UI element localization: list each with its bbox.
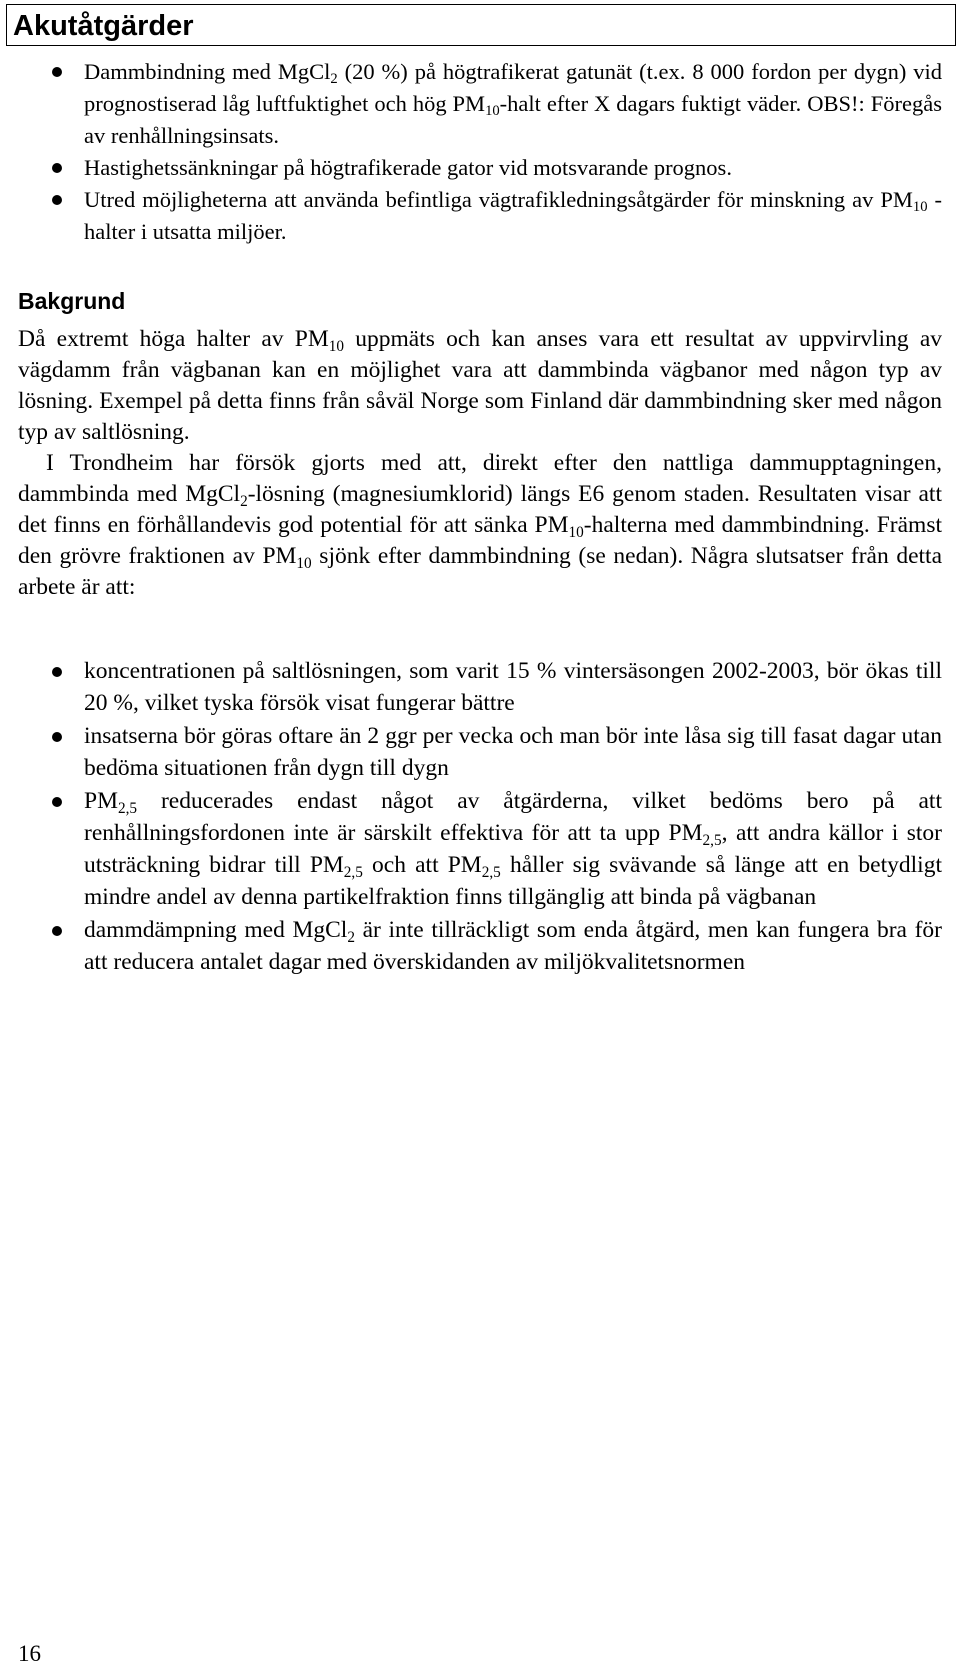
section-heading-box xyxy=(6,4,956,46)
list-item-text: och att PM xyxy=(362,852,482,878)
subscript: 2 xyxy=(347,928,355,946)
list-item-text: insatserna bör göras oftare än 2 ggr per vecka och man bör inte låsa sig till fasat dagar utan bedöma situationen från dygn till dygn xyxy=(84,723,942,781)
page-number: 16 xyxy=(18,1641,41,1666)
paragraph-text: -halterna med dammbindning. Främst den grövre fraktionen av PM xyxy=(18,512,942,569)
list-item-text: PM xyxy=(84,788,118,814)
list-item xyxy=(0,785,960,913)
list-item-text: Dammbindning med MgCl xyxy=(84,59,331,84)
list-item-text: reducerades endast något av åtgärderna, vilket bedöms bero på att renhållningsfordonen inte är särskilt effektiva för att ta upp PM xyxy=(84,788,942,846)
background-heading: Bakgrund xyxy=(18,288,126,314)
list-item-text: Utred möjligheterna att använda befintliga vägtrafikledningsåtgärder för minskning av PM xyxy=(84,187,913,212)
actions-list xyxy=(0,56,960,248)
paragraph-text: sjönk efter dammbindning (se nedan). Några slutsatser från detta arbete är att: xyxy=(18,543,943,600)
list-item-text: dammdämpning med MgCl xyxy=(84,917,348,943)
list-item xyxy=(0,152,960,184)
list-item-text: , att andra källor i stor utsträckning bidrar till PM xyxy=(84,820,942,878)
bullet-icon xyxy=(52,667,62,677)
list-item-text: -halter i utsatta miljöer. xyxy=(84,187,942,244)
subscript: 2 xyxy=(240,492,248,510)
subscript: 2,5 xyxy=(343,863,363,881)
subscript: 2,5 xyxy=(117,799,138,817)
subscript: 10 xyxy=(328,337,345,355)
list-item xyxy=(0,914,960,978)
list-item-text: är inte tillräckligt som enda åtgärd, men kan fungera bra för att reducera antalet dagar med överskidanden av miljökvalitetsnormen xyxy=(84,917,942,975)
background-paragraph xyxy=(18,324,942,448)
paragraph-text: Då extremt höga halter av PM xyxy=(18,326,329,352)
subscript: 10 xyxy=(296,554,312,572)
trondheim-paragraph xyxy=(18,448,942,603)
paragraph-text: I Trondheim har försök gjorts med att, direkt efter den nattliga dammupptagningen, dammbinda med MgCl xyxy=(18,450,942,507)
bullet-icon xyxy=(52,67,62,77)
list-item xyxy=(0,720,960,784)
list-item xyxy=(0,184,960,248)
bullet-icon xyxy=(52,797,62,807)
subscript: 10 xyxy=(912,199,928,216)
list-item xyxy=(0,655,960,719)
paragraph-text: -lösning (magnesiumklorid) längs E6 genom staden. Resultaten visar att det finns en förhållandevis god potential för att sänka PM xyxy=(18,481,942,538)
section-heading: Akutåtgärder xyxy=(13,10,194,42)
list-item xyxy=(0,56,960,152)
list-item-text: håller sig svävande så länge att en betydligt mindre andel av denna partikelfraktion finns tillgänglig att binda på vägbanan xyxy=(84,852,942,910)
subscript: 10 xyxy=(485,103,500,120)
bullet-icon xyxy=(52,732,62,742)
paragraph-text: uppmäts och kan anses vara ett resultat av uppvirvling av vägdamm från vägbanan kan en möjlighet vara att dammbinda vägbanor med någon typ av lösning. Exempel på detta finns från såväl Norge som Finland där dammbindning sker med någon typ av saltlösning. xyxy=(18,326,943,445)
bullet-icon xyxy=(52,926,62,936)
bullet-icon xyxy=(52,163,62,173)
subscript: 2,5 xyxy=(481,863,501,881)
list-item-text: koncentrationen på saltlösningen, som varit 15 % vintersäsongen 2002-2003, bör ökas till 20 %, vilket tyska försök visat fungerar bättre xyxy=(84,658,942,716)
subscript: 10 xyxy=(568,523,584,541)
subscript: 2,5 xyxy=(702,831,722,849)
conclusions-list xyxy=(0,655,960,979)
bullet-icon xyxy=(52,195,62,205)
list-item-text: (20 %) på högtrafikerat gatunät (t.ex. 8 000 fordon per dygn) vid prognostiserad låg luftfuktighet och hög PM xyxy=(84,59,942,116)
list-item-text: -halt efter X dagars fuktigt väder. OBS!: Föregås av renhållningsinsats. xyxy=(84,91,942,148)
list-item-text: Hastighetssänkningar på högtrafikerade gator vid motsvarande prognos. xyxy=(84,155,732,180)
subscript: 2 xyxy=(330,71,338,88)
